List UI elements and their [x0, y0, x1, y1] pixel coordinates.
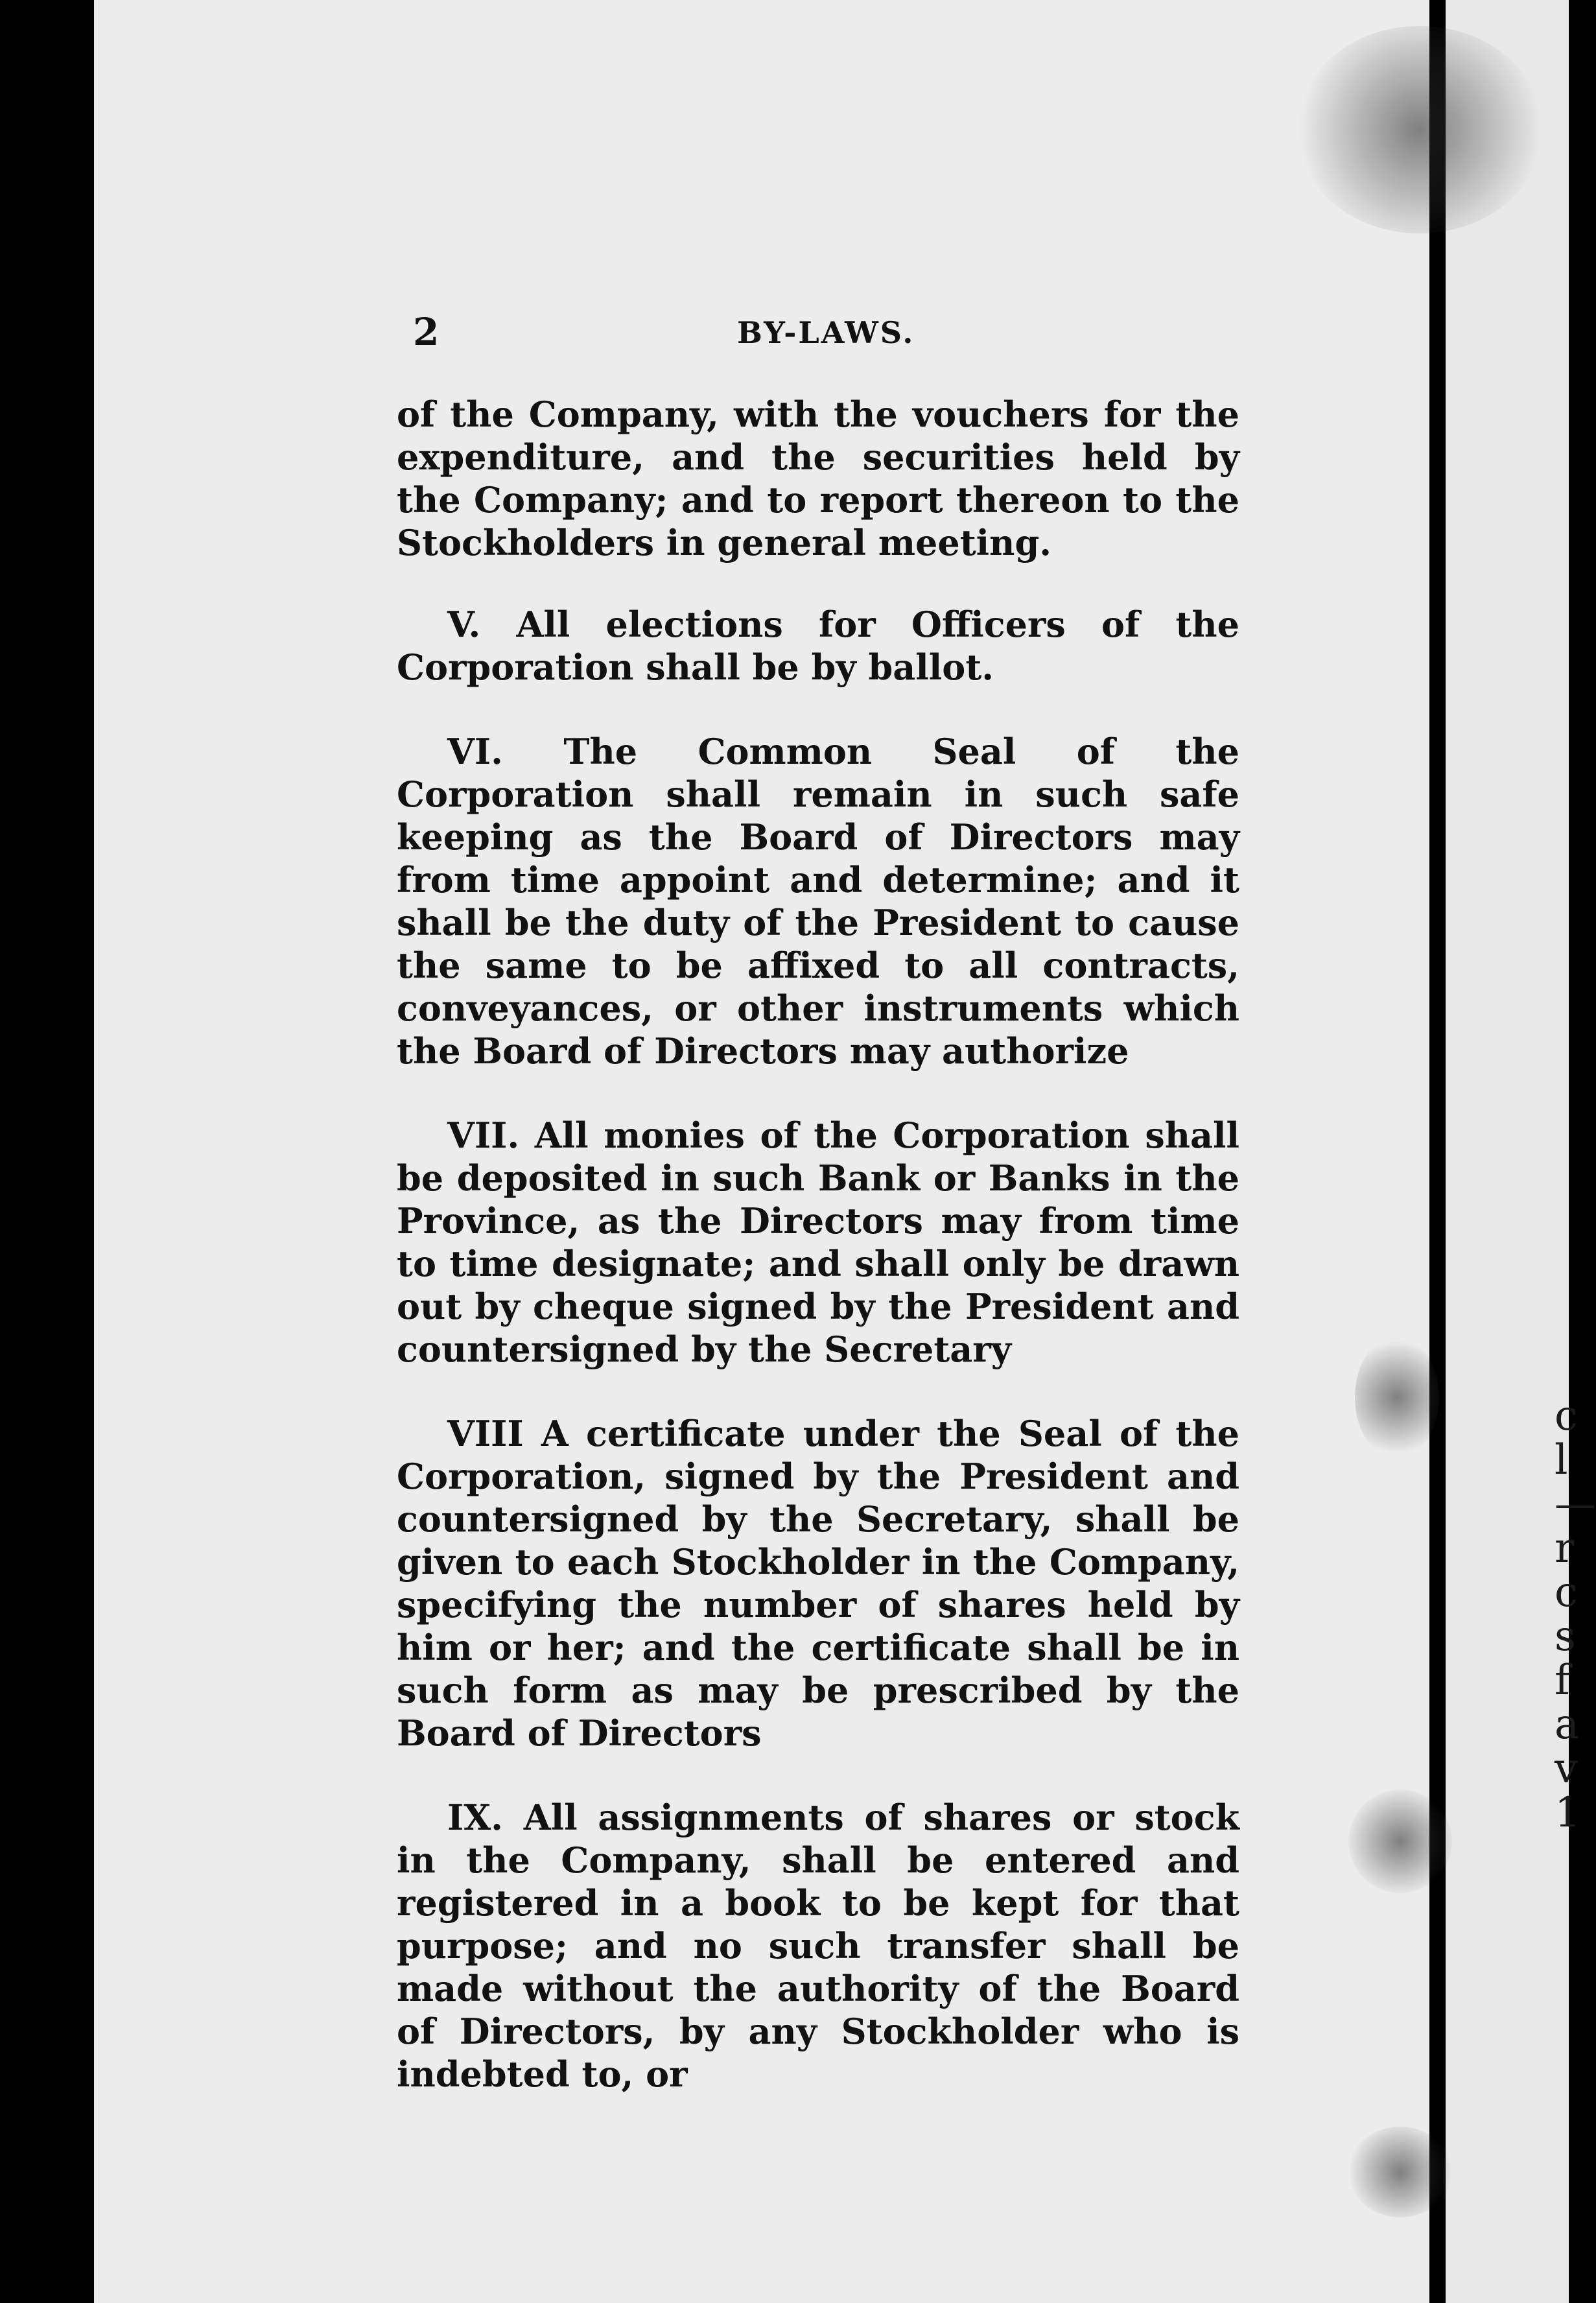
- bylaw-ix: IX. All assignments of shares or stock in the Company, shall be entered and registered in a book to be kept for that purpose; and no such transfer shall be made without the authority of the Board of Directors, by any Stockholder who is indebted to, or: [397, 1797, 1239, 2095]
- ink-blot: [1297, 26, 1543, 233]
- facing-letter: l: [1555, 1436, 1568, 1484]
- page-number: 2: [413, 310, 440, 354]
- facing-letter: v: [1555, 1745, 1578, 1793]
- facing-letter: r: [1555, 1524, 1575, 1572]
- bylaw-viii: VIII A certificate under the Seal of the Corporation, signed by the President and countersigned by the Secretary, shall be given to each Stockholder in the Company, specifying the number of shares held by him or her; and the certificate shall be in such form as may be prescribed by the Board of Directors: [397, 1413, 1239, 1754]
- facing-letter: 1: [1555, 1789, 1581, 1837]
- running-title: BY-LAWS.: [737, 315, 915, 350]
- bylaw-vii: VII. All monies of the Corporation shall be deposited in such Bank or Banks in the Province, as the Directors may from time to time designate; and shall only be drawn out by cheque signed by the President and countersigned by the Secretary: [397, 1115, 1239, 1370]
- paragraph-continuation: of the Company, with the vouchers for the expenditure, and the securities held by the Company; and to report thereon to the Stockholders in general meeting.: [397, 394, 1239, 563]
- facing-letter: —: [1555, 1480, 1596, 1528]
- body-text: [397, 393, 1239, 2137]
- page-header: [413, 310, 925, 355]
- facing-letter: s: [1555, 1612, 1576, 1660]
- bylaw-vi: VI. The Common Seal of the Corporation shall remain in such safe keeping as the Board of Directors may from time appoint and determine; and it shall be the duty of the President to cause the same to be affixed to all contracts, conveyances, or other instruments which the Board of Directors may authorize: [397, 731, 1239, 1072]
- facing-letter: c: [1555, 1392, 1578, 1440]
- ink-blot: [1348, 2127, 1452, 2217]
- facing-page-edge: [1446, 0, 1596, 2303]
- ink-blot: [1348, 1789, 1452, 1893]
- facing-letter: a: [1555, 1701, 1580, 1749]
- facing-letter: f: [1555, 1657, 1570, 1705]
- facing-page-letters: [1555, 1392, 1596, 1837]
- bylaw-v: V. All elections for Officers of the Corporation shall be by ballot.: [397, 604, 1239, 688]
- facing-letter: c: [1555, 1568, 1578, 1616]
- ink-blot: [1355, 1336, 1439, 1459]
